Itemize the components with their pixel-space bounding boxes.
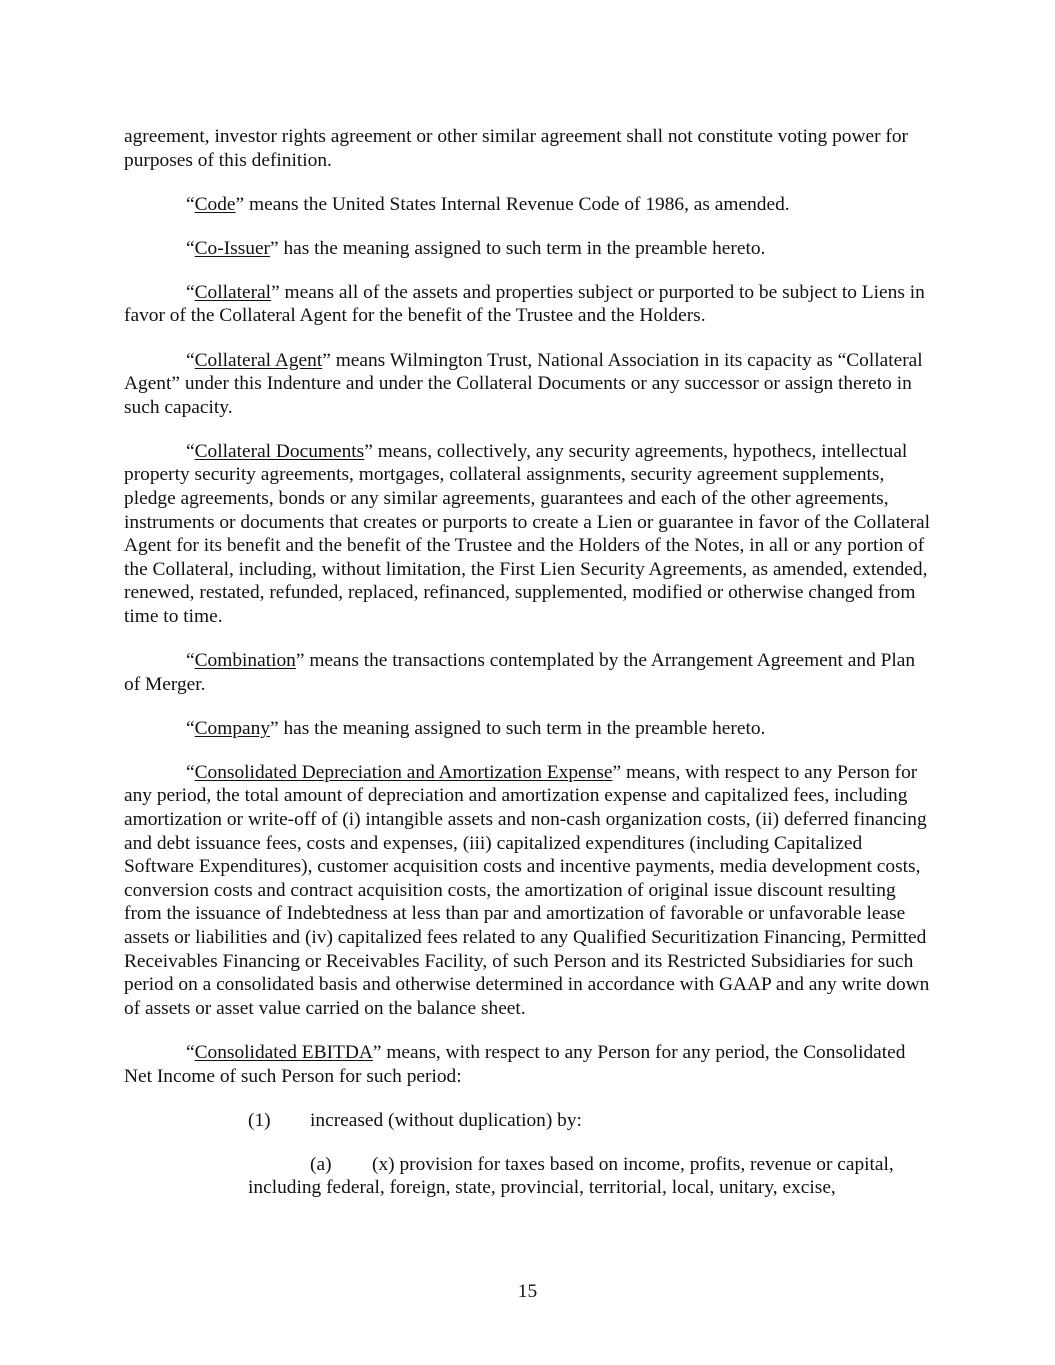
open-quote: “ bbox=[186, 193, 195, 215]
defined-term: Collateral Documents bbox=[194, 440, 365, 462]
page-number: 15 bbox=[517, 1281, 538, 1302]
defined-term: Combination bbox=[194, 650, 296, 672]
definition-text: ” means, collectively, any security agreements, hypothecs, intellectual property security agreements, mortgages, collateral assignments, security agreement supplements, pledge agreements, bonds or any similar agreements, guarantees and each of the other agreements, instruments or documents that creates or purports to create a Lien or guarantee in favor of the Collateral Agent for its benefit and the benefit of the Trustee and the Holders of the Notes, in all or any portion of the Collateral, including, without limitation, the First Lien Security Agreements, as amended, extended, renewed, restated, refunded, replaced, refinanced, supplemented, modified or otherwise changed from time to time. bbox=[124, 440, 931, 627]
open-quote: “ bbox=[186, 1041, 195, 1063]
definition-text: ” has the meaning assigned to such term in the preamble hereto. bbox=[270, 237, 766, 259]
document-body bbox=[124, 125, 934, 1220]
defined-term: Collateral bbox=[194, 281, 272, 303]
definition-consolidated-ebitda bbox=[124, 1041, 934, 1088]
clause-text: (x) provision for taxes based on income, profits, revenue or capital, including federal, foreign, state, provincial, territorial, local, unitary, excise, bbox=[248, 1153, 894, 1199]
definition-text: ” means Wilmington Trust, National Association in its capacity as “Collateral Agent” under this Indenture and under the Collateral Documents or any successor or assign thereto in such capacity. bbox=[124, 349, 923, 418]
defined-term: Company bbox=[194, 717, 271, 739]
clause-text: increased (without duplication) by: bbox=[310, 1109, 582, 1131]
definition-consolidated-depreciation bbox=[124, 761, 934, 1021]
clause-number: (a) bbox=[310, 1153, 332, 1175]
definition-text: ” means, with respect to any Person for any period, the Consolidated Net Income of such Person for such period: bbox=[124, 1041, 906, 1087]
open-quote: “ bbox=[186, 650, 195, 672]
definition-text: ” means, with respect to any Person for any period, the total amount of depreciation and amortization expense and capitalized fees, including amortization or write-off of (i) intangible assets and non-cash organization costs, (ii) deferred financing and debt issuance fees, costs and expenses, (iii) capitalized expenditures (including Capitalized Software Expenditures), customer acquisition costs and incentive payments, media development costs, conversion costs and contract acquisition costs, the amortization of original issue discount resulting from the issuance of Indebtedness at less than par and amortization of favorable or unfavorable lease assets or liabilities and (iv) capitalized fees related to any Qualified Securitization Financing, Permitted Receivables Financing or Receivables Facility, of such Person and its Restricted Subsidiaries for such period on a consolidated basis and otherwise determined in accordance with GAAP and any write down of assets or asset value carried on the balance sheet. bbox=[124, 761, 930, 1019]
definition-text: ” means all of the assets and properties subject or purported to be subject to Liens in favor of the Collateral Agent for the benefit of the Trustee and the Holders. bbox=[124, 281, 925, 327]
open-quote: “ bbox=[186, 237, 195, 259]
open-quote: “ bbox=[186, 349, 195, 371]
definition-code bbox=[124, 193, 934, 217]
defined-term: Code bbox=[194, 193, 236, 215]
clause-1 bbox=[124, 1109, 934, 1133]
definition-collateral-documents bbox=[124, 440, 934, 629]
open-quote: “ bbox=[186, 440, 195, 462]
definition-combination bbox=[124, 649, 934, 696]
defined-term: Co-Issuer bbox=[194, 237, 271, 259]
open-quote: “ bbox=[186, 717, 195, 739]
definition-collateral bbox=[124, 281, 934, 328]
definition-text: ” means the transactions contemplated by the Arrangement Agreement and Plan of Merger. bbox=[124, 650, 916, 695]
clause-a bbox=[124, 1153, 934, 1200]
definition-company bbox=[124, 717, 934, 741]
defined-term: Collateral Agent bbox=[194, 349, 323, 371]
open-quote: “ bbox=[186, 761, 195, 783]
open-quote: “ bbox=[186, 281, 195, 303]
definition-collateral-agent bbox=[124, 349, 934, 420]
defined-term: Consolidated Depreciation and Amortization Expense bbox=[194, 761, 613, 783]
clause-number: (1) bbox=[248, 1109, 271, 1131]
definition-co-issuer bbox=[124, 237, 934, 261]
definition-text: ” has the meaning assigned to such term in the preamble hereto. bbox=[270, 717, 766, 739]
continuation-paragraph: agreement, investor rights agreement or other similar agreement shall not constitute voting power for purposes of this definition. bbox=[124, 126, 909, 171]
definition-text: ” means the United States Internal Revenue Code of 1986, as amended. bbox=[235, 193, 790, 215]
defined-term: Consolidated EBITDA bbox=[194, 1041, 373, 1063]
